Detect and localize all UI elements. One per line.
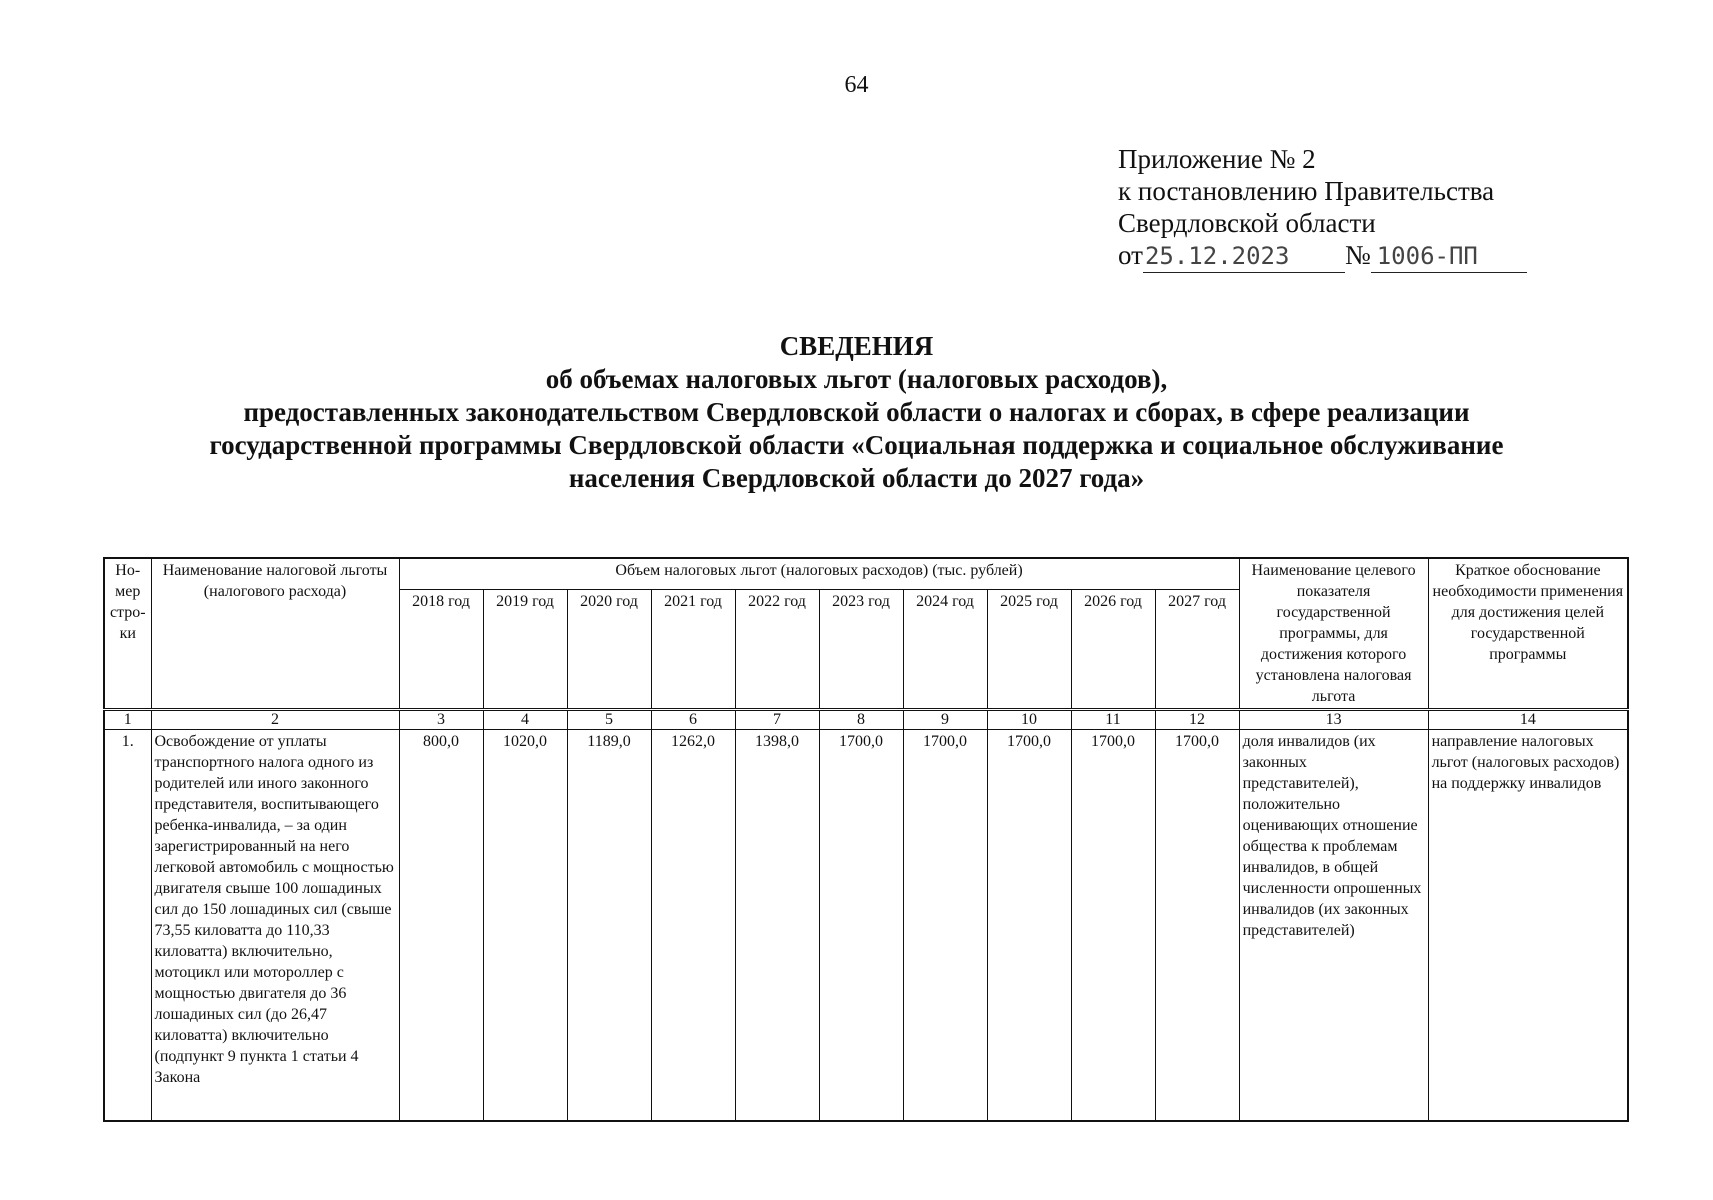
table-row (104, 730, 1628, 1122)
resolution-date: 25.12.2023 (1143, 240, 1345, 273)
page-number: 64 (844, 72, 869, 98)
column-number: 10 (987, 710, 1071, 730)
header-year: 2024 год (903, 590, 987, 710)
column-number: 7 (735, 710, 819, 730)
column-number: 5 (567, 710, 651, 730)
appendix-region: Свердловской области (1118, 208, 1376, 238)
column-number: 11 (1071, 710, 1155, 730)
value-cell: 1700,0 (987, 730, 1071, 1122)
value-cell: 1189,0 (567, 730, 651, 1122)
header-year: 2025 год (987, 590, 1071, 710)
header-row-1 (104, 558, 1628, 590)
header-row-num: Но-мер стро-ки (104, 558, 151, 710)
value-cell: 1700,0 (1155, 730, 1239, 1122)
benefit-name-cell: Освобождение от уплаты транспортного налога одного из родителей или иного законного представителя, воспитывающего ребенка-инвалида, – за один зарегистрированный на него легковой автомобиль с мощностью двигателя свыше 100 лошадиных сил до 150 лошадиных сил (свыше 73,55 киловатта до 110,33 киловатта) включительно, мотоцикл или мотороллер с мощностью двигателя до 36 лошадиных сил (до 26,47 киловатта) включительно (подпункт 9 пункта 1 статьи 4 Закона (151, 730, 399, 1122)
title-line-1: СВЕДЕНИЯ (779, 331, 934, 361)
value-cell: 1700,0 (903, 730, 987, 1122)
from-label: от (1118, 240, 1143, 270)
title-line-5: населения Свердловской области до 2027 года» (568, 463, 1145, 493)
column-number: 4 (483, 710, 567, 730)
value-cell: 1700,0 (819, 730, 903, 1122)
title-line-4: государственной программы Свердловской области «Социальная поддержка и социальное обслуживание (209, 430, 1504, 460)
appendix-title: Приложение № 2 (1118, 144, 1316, 174)
header-year: 2018 год (399, 590, 483, 710)
header-target: Наименование целевого показателя государственной программы, для достижения которого установлена налоговая льгота (1239, 558, 1428, 710)
column-number: 6 (651, 710, 735, 730)
column-number: 12 (1155, 710, 1239, 730)
header-year: 2027 год (1155, 590, 1239, 710)
value-cell: 1262,0 (651, 730, 735, 1122)
title-line-3: предоставленных законодательством Свердловской области о налогах и сборах, в сфере реализации (243, 397, 1470, 427)
header-volume: Объем налоговых льгот (налоговых расходов) (тыс. рублей) (399, 558, 1239, 590)
value-cell: 1700,0 (1071, 730, 1155, 1122)
number-label: № (1344, 240, 1371, 270)
row-number: 1. (104, 730, 151, 1122)
column-number-row (104, 710, 1628, 730)
header-year: 2022 год (735, 590, 819, 710)
value-cell: 1020,0 (483, 730, 567, 1122)
appendix-block (1118, 143, 1527, 273)
column-number: 2 (151, 710, 399, 730)
header-year: 2021 год (651, 590, 735, 710)
column-number: 8 (819, 710, 903, 730)
header-year: 2019 год (483, 590, 567, 710)
justification-cell: направление налоговых льгот (налоговых расходов) на поддержку инвалидов (1428, 730, 1628, 1122)
header-justification: Краткое обоснование необходимости применения для достижения целей государственной программы (1428, 558, 1628, 710)
resolution-number: 1006-ПП (1371, 240, 1527, 273)
header-year: 2026 год (1071, 590, 1155, 710)
column-number: 14 (1428, 710, 1628, 730)
target-indicator-cell: доля инвалидов (их законных представителей), положительно оценивающих отношение общества к проблемам инвалидов, в общей численности опрошенных инвалидов (их законных представителей) (1239, 730, 1428, 1122)
header-year: 2023 год (819, 590, 903, 710)
appendix-resolution: к постановлению Правительства (1118, 176, 1495, 206)
title-line-2: об объемах налоговых льгот (налоговых расходов), (545, 364, 1168, 394)
appendix-date-number (1118, 239, 1527, 273)
column-number: 13 (1239, 710, 1428, 730)
header-benefit-name: Наименование налоговой льготы (налогового расхода) (151, 558, 399, 710)
header-year: 2020 год (567, 590, 651, 710)
column-number: 9 (903, 710, 987, 730)
value-cell: 1398,0 (735, 730, 819, 1122)
column-number: 3 (399, 710, 483, 730)
document-title (0, 330, 1713, 495)
column-number: 1 (104, 710, 151, 730)
value-cell: 800,0 (399, 730, 483, 1122)
tax-benefits-table (103, 557, 1629, 1122)
